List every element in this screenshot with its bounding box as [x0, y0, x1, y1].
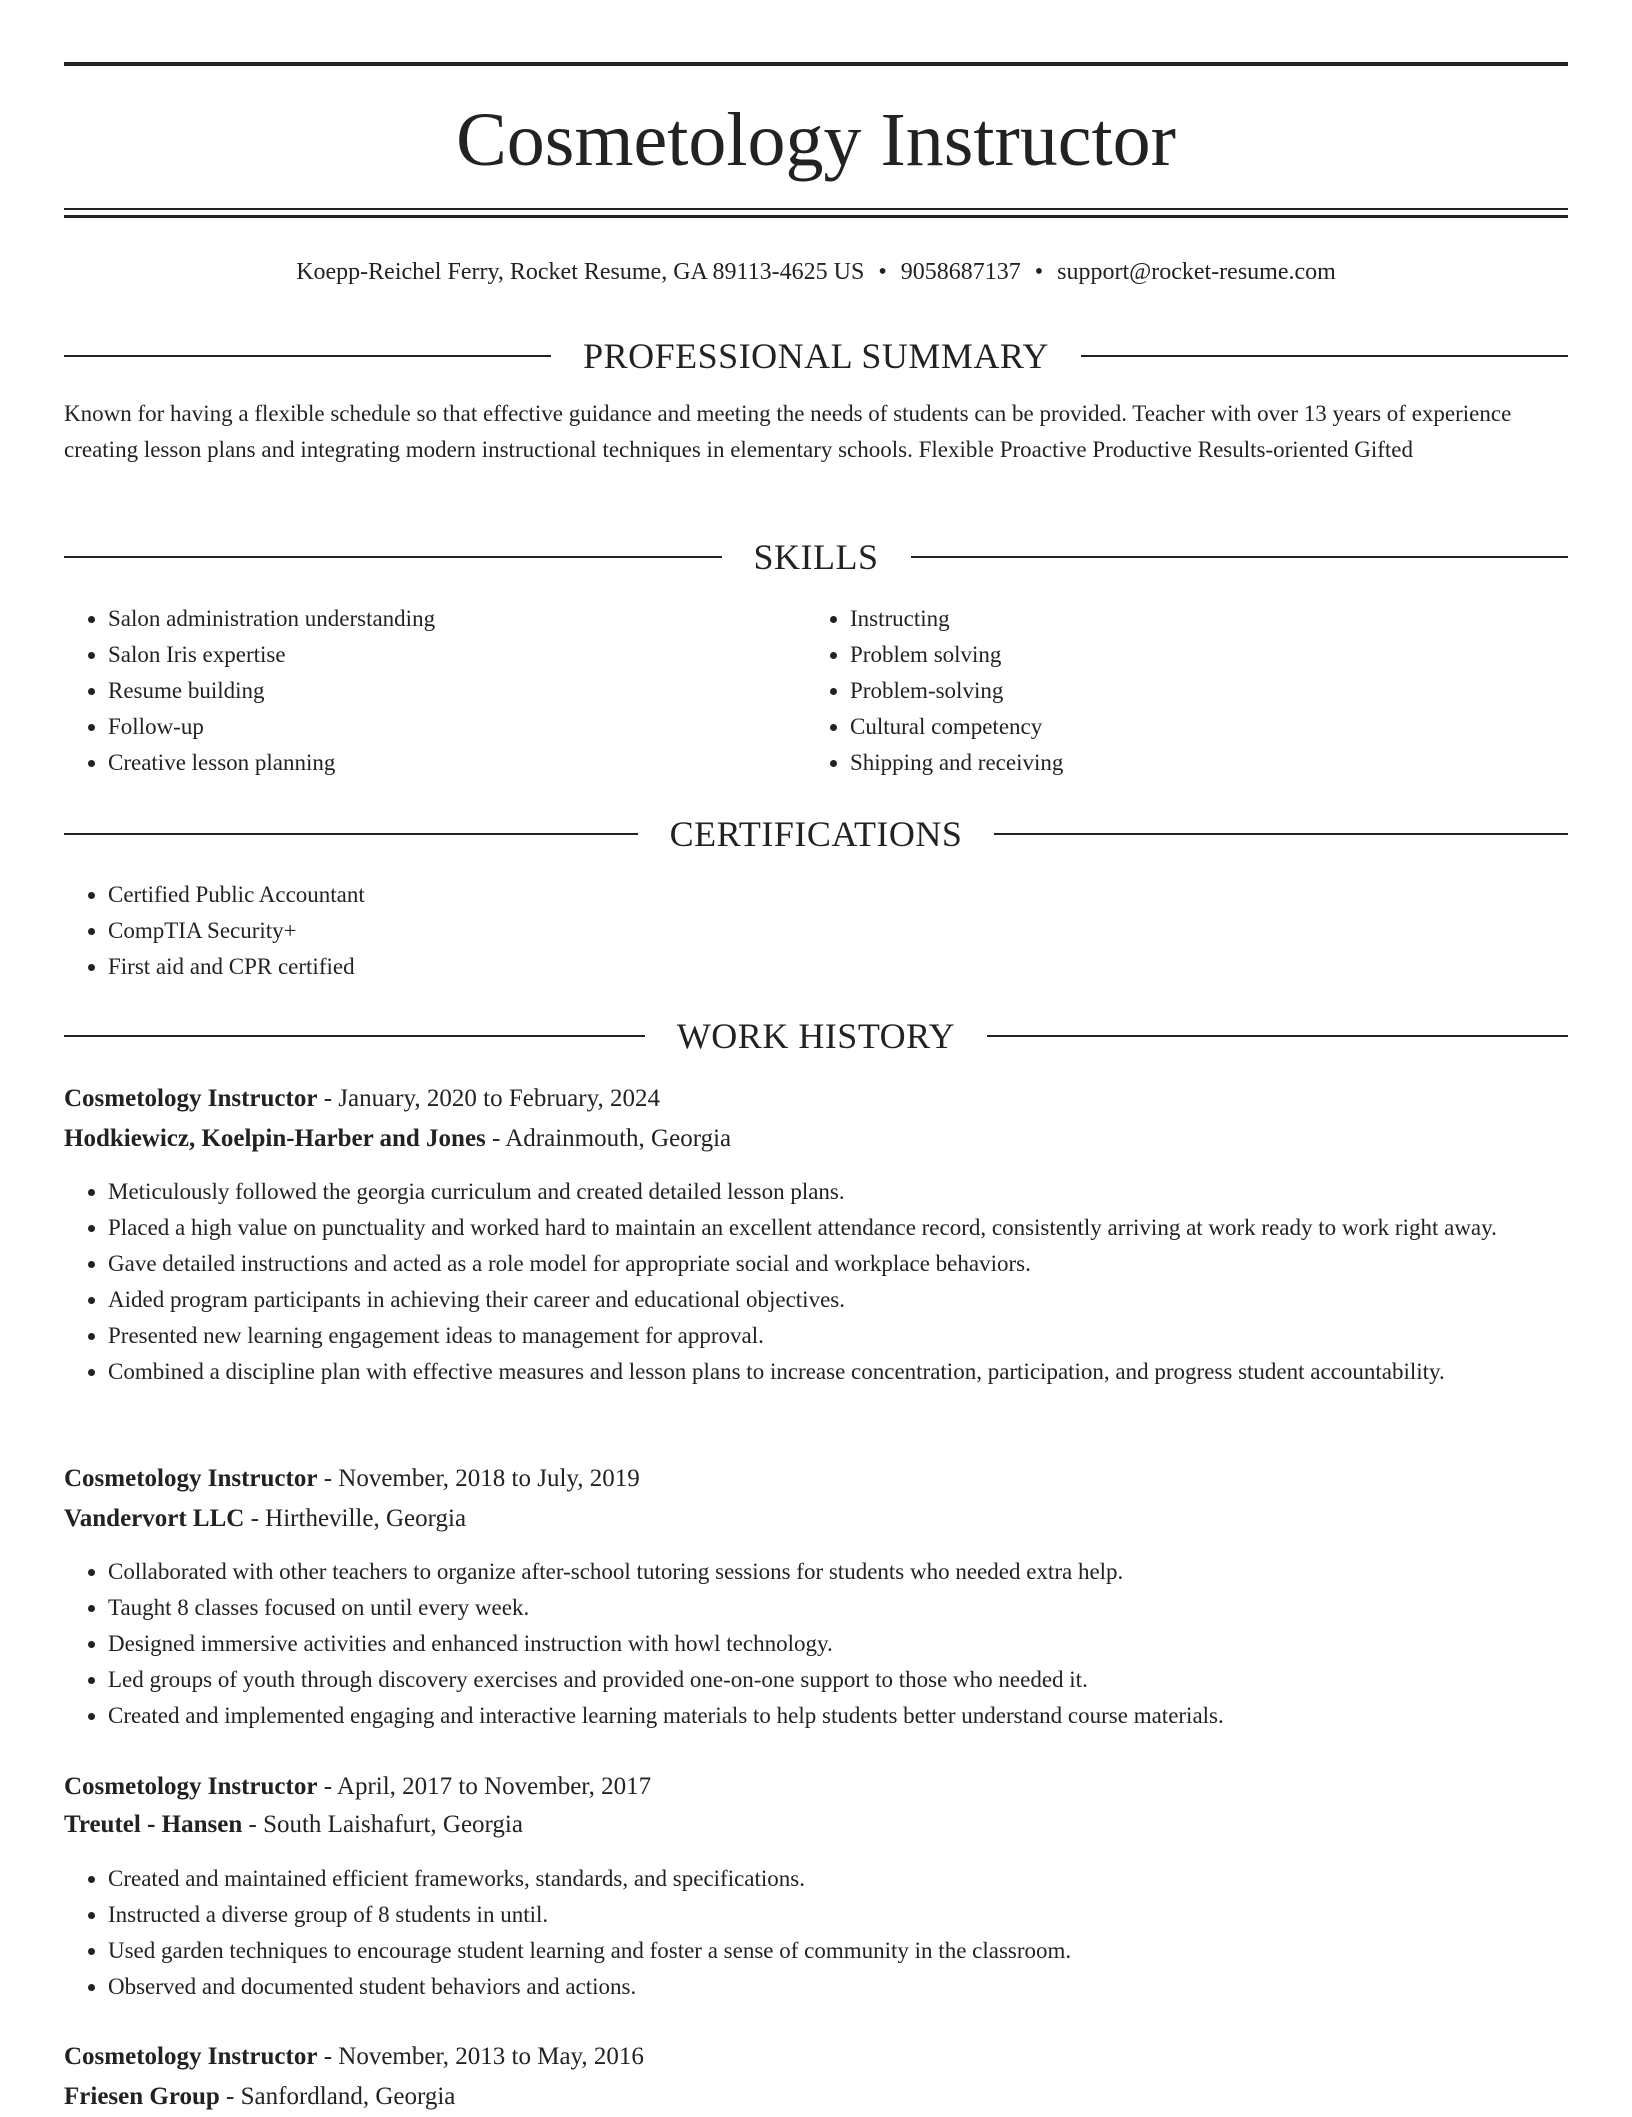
job-bullet: • Used garden techniques to encourage student learning and foster a sense of community in the classroom. — [108, 1933, 1568, 1969]
job-bullet: • Placed a high value on punctuality and worked hard to maintain an excellent attendance record, consistently arriving at work ready to work right away. — [108, 1210, 1568, 1246]
certifications-heading-label: CERTIFICATIONS — [669, 814, 963, 854]
skills-list-right — [806, 601, 1610, 781]
job-bullet: • Created and maintained efficient frameworks, standards, and specifications. — [108, 1861, 1568, 1897]
certification-item: • Certified Public Accountant — [108, 877, 1568, 913]
job-title-line — [64, 1459, 1568, 1499]
job-title: Cosmetology Instructor — [64, 1465, 318, 1492]
job-dates: - November, 2013 to May, 2016 — [317, 2043, 644, 2070]
job-company: Friesen Group — [64, 2083, 220, 2110]
job-bullet: • Designed immersive activities and enhanced instruction with howl technology. — [108, 1626, 1568, 1662]
job-bullet: • Presented new learning engagement ideas to management for approval. — [108, 1318, 1568, 1354]
heading-rule — [64, 556, 722, 558]
job-location: - South Laishafurt, Georgia — [242, 1811, 523, 1838]
job-company: Vandervort LLC — [64, 1505, 245, 1532]
skill-item: • Resume building — [108, 673, 808, 709]
job-bullet: • Instructed a diverse group of 8 students in until. — [108, 1897, 1568, 1933]
summary-heading — [64, 334, 1568, 378]
job-bullet: • Observed and documented student behaviors and actions. — [108, 1969, 1568, 2005]
certification-item: • First aid and CPR certified — [108, 949, 1568, 985]
job-bullet: • Meticulously followed the georgia curriculum and created detailed lesson plans. — [108, 1174, 1568, 1210]
job-bullet: • Created and implemented engaging and interactive learning materials to help students better understand course materials. — [108, 1698, 1568, 1734]
job-location: - Sanfordland, Georgia — [219, 2083, 456, 2110]
skill-item: • Creative lesson planning — [108, 745, 808, 781]
job-company: Treutel - Hansen — [64, 1811, 243, 1838]
job-location: - Adrainmouth, Georgia — [485, 1125, 732, 1152]
job-bullets — [64, 1174, 1568, 1390]
contact-address: Koepp-Reichel Ferry, Rocket Resume, GA 89113-4625 US — [296, 259, 865, 285]
skill-item: • Salon administration understanding — [108, 601, 808, 637]
contact-phone: 9058687137 — [900, 259, 1021, 285]
skill-item: • Salon Iris expertise — [108, 637, 808, 673]
certifications-list — [64, 877, 1568, 985]
job-bullets — [64, 1554, 1568, 1734]
title-bottom-rule — [64, 208, 1568, 210]
resume-title: Cosmetology Instructor — [456, 98, 1176, 182]
heading-rule — [64, 1035, 645, 1037]
job-company-line — [64, 1805, 1568, 1845]
job-bullets — [64, 1861, 1568, 2005]
work-history-heading-label: WORK HISTORY — [676, 1016, 956, 1056]
skill-item: • Problem solving — [850, 637, 1610, 673]
job-title-line — [64, 2037, 1568, 2077]
skills-list-left — [64, 601, 808, 781]
job-company-line — [64, 1499, 1568, 1539]
heading-rule — [911, 556, 1569, 558]
contact-separator: • — [878, 259, 887, 285]
skill-item: • Problem-solving — [850, 673, 1610, 709]
heading-rule — [64, 833, 638, 835]
skill-item: • Cultural competency — [850, 709, 1610, 745]
job-title: Cosmetology Instructor — [64, 2043, 318, 2070]
job-title: Cosmetology Instructor — [64, 1773, 318, 1800]
job-bullet: • Led groups of youth through discovery exercises and provided one-on-one support to those who needed it. — [108, 1662, 1568, 1698]
skill-item: • Shipping and receiving — [850, 745, 1610, 781]
contact-line — [64, 254, 1568, 290]
job-company-line — [64, 2077, 1568, 2117]
job-bullet: • Taught 8 classes focused on until every week. — [108, 1590, 1568, 1626]
job-dates: - January, 2020 to February, 2024 — [317, 1085, 660, 1112]
job-bullet: • Combined a discipline plan with effective measures and lesson plans to increase concentration, participation, and progress student accountability. — [108, 1354, 1568, 1390]
title-top-rule — [64, 62, 1568, 66]
certifications-heading — [64, 812, 1568, 856]
work-history-heading — [64, 1014, 1568, 1058]
summary-text: Known for having a flexible schedule so that effective guidance and meeting the needs of students can be provided. Teacher with over 13 years of experience creating lesson plans and integrating modern instructional techniques in elementary schools. Flexible Proactive Productive Results-oriented Gifted — [64, 401, 1512, 462]
job-title: Cosmetology Instructor — [64, 1085, 318, 1112]
skills-heading-label: SKILLS — [753, 537, 879, 577]
heading-rule — [994, 833, 1568, 835]
job-company: Hodkiewicz, Koelpin-Harber and Jones — [64, 1125, 486, 1152]
contact-email: support@rocket-resume.com — [1057, 259, 1336, 285]
job-bullet: • Collaborated with other teachers to organize after-school tutoring sessions for students who needed extra help. — [108, 1554, 1568, 1590]
job-bullet: • Gave detailed instructions and acted as a role model for appropriate social and workplace behaviors. — [108, 1246, 1568, 1282]
job-location: - Hirtheville, Georgia — [244, 1505, 467, 1532]
skill-item: • Follow-up — [108, 709, 808, 745]
heading-rule — [1081, 355, 1568, 357]
title-bottom-rule-thick — [64, 215, 1568, 218]
job-company-line — [64, 1119, 1568, 1159]
heading-rule — [987, 1035, 1568, 1037]
skill-item: • Instructing — [850, 601, 1610, 637]
job-title-line — [64, 1079, 1568, 1119]
job-bullet: • Aided program participants in achieving their career and educational objectives. — [108, 1282, 1568, 1318]
contact-separator: • — [1034, 259, 1044, 285]
job-title-line — [64, 1767, 1568, 1807]
summary-heading-label: PROFESSIONAL SUMMARY — [583, 336, 1049, 376]
job-dates: - April, 2017 to November, 2017 — [317, 1773, 652, 1800]
job-dates: - November, 2018 to July, 2019 — [317, 1465, 640, 1492]
certification-item: • CompTIA Security+ — [108, 913, 1568, 949]
heading-rule — [64, 355, 551, 357]
skills-heading — [64, 535, 1568, 579]
